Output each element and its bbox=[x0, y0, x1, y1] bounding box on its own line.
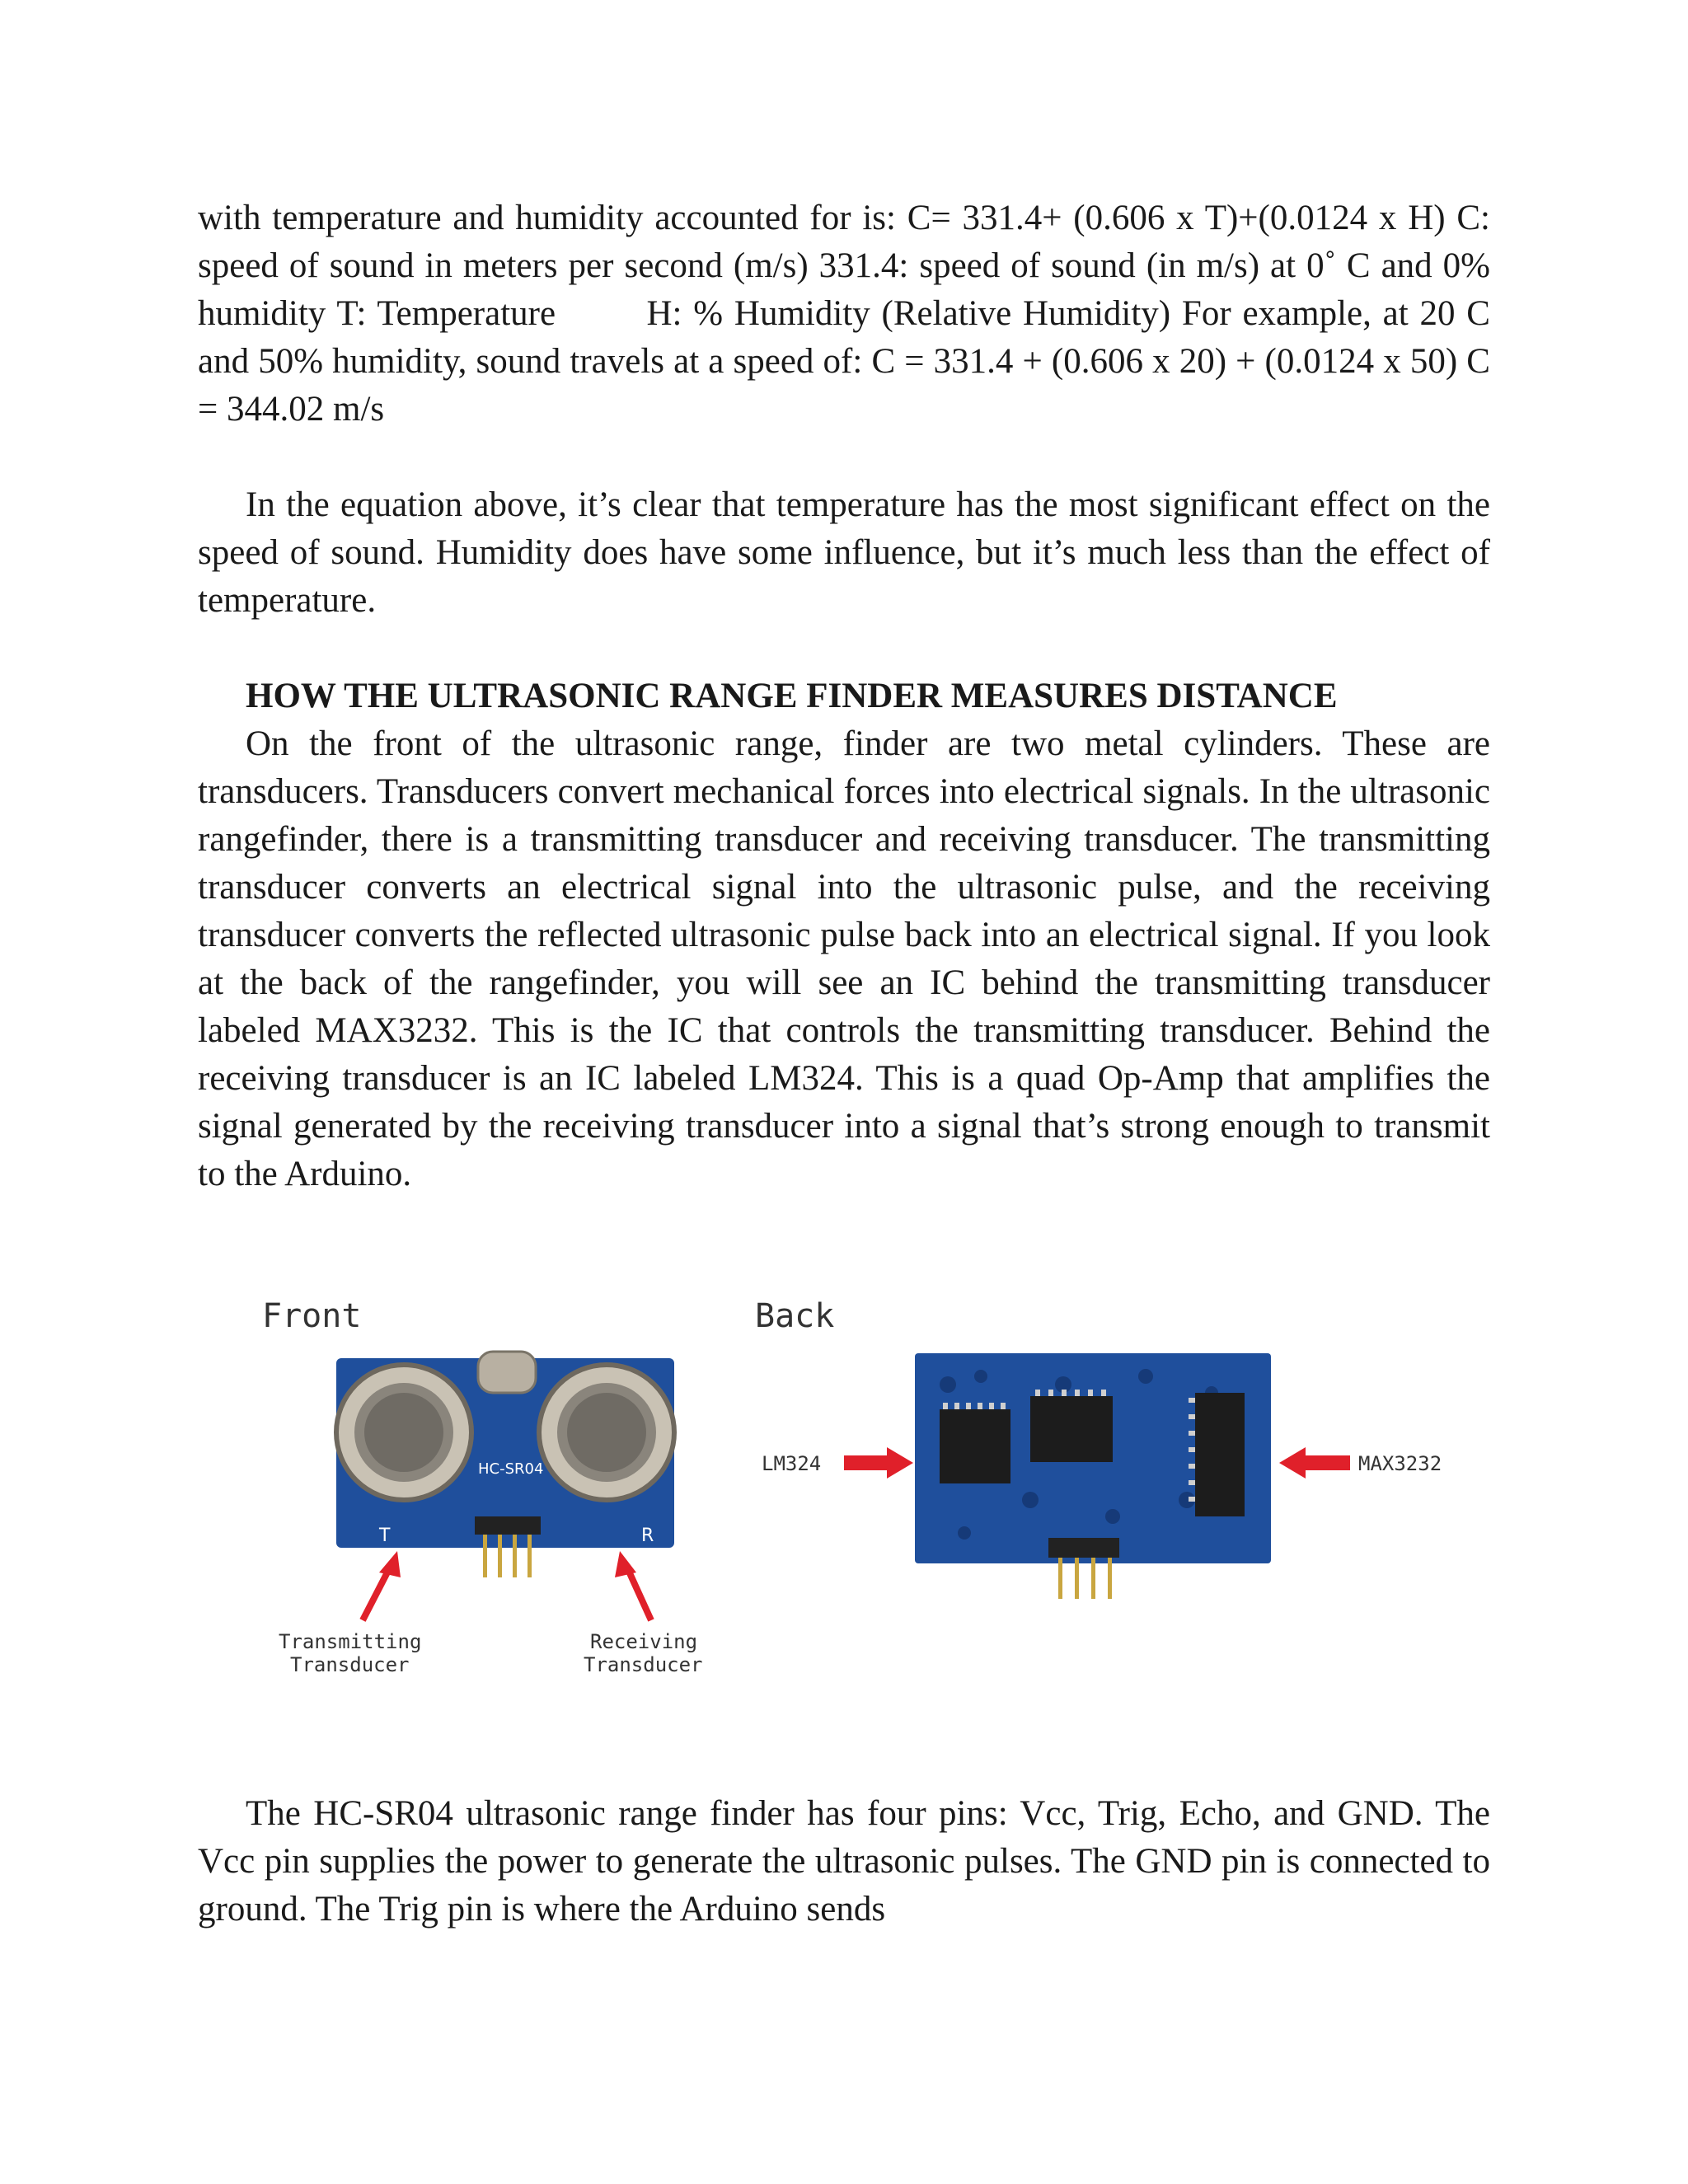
paragraph-pins: The HC-SR04 ultrasonic range finder has four pins: Vcc, Trig, Echo, and GND. The Vcc pin supplies the power to generate the ultrasonic pulses. The GND pin is connected to ground. The Trig pin is where the Arduino sends bbox=[198, 1794, 1490, 1929]
document-body-continued bbox=[198, 1790, 1490, 1933]
paragraph-speed-of-sound-formula: with temperature and humidity accounted for is: C= 331.4+ (0.606 x T)+(0.0124 x H) C: speed of sound in meters per second (m/s) 331.4: speed of sound (in m/s) at 0˚ C and 0% humidity T: Temperature H: % Humidity (Relative Humidity) For example, at 20 C and 50% humidity, sound travels at a speed of: C = 331.4 + (0.606 x 20) + (0.0124 x 50) C = 344.02 m/s bbox=[198, 199, 1490, 429]
module-label: HC-SR04 bbox=[478, 1460, 544, 1478]
back-label: Back bbox=[755, 1297, 835, 1335]
max3232-arrow bbox=[1279, 1447, 1350, 1479]
front-label: Front bbox=[262, 1297, 362, 1335]
back-header-pins bbox=[1058, 1558, 1112, 1599]
t-label: T bbox=[379, 1526, 391, 1546]
r-label: R bbox=[641, 1526, 654, 1546]
document-body bbox=[198, 194, 1490, 1198]
rangefinder-figure bbox=[239, 1294, 1492, 1690]
max3232-label: MAX3232 bbox=[1358, 1452, 1442, 1475]
lm324-chip bbox=[940, 1409, 1010, 1483]
paragraph-temperature-effect: In the equation above, it’s clear that temperature has the most significant effect on the speed of sound. Humidity does have some influence, but it’s much less than the effect of temperature. bbox=[198, 485, 1490, 620]
center-chip bbox=[1030, 1396, 1113, 1462]
lm324-label: LM324 bbox=[762, 1452, 822, 1475]
transmitting-arrow bbox=[363, 1551, 401, 1620]
crystal-oscillator bbox=[478, 1352, 536, 1393]
rangefinder-illustration bbox=[239, 1294, 1492, 1690]
section-heading: HOW THE ULTRASONIC RANGE FINDER MEASURES DISTANCE bbox=[246, 677, 1338, 715]
max3232-chip bbox=[1195, 1393, 1245, 1516]
receiving-label-line1: Receiving bbox=[590, 1630, 698, 1653]
transmitting-label-line2: Transducer bbox=[290, 1653, 410, 1676]
receiving-transducer bbox=[539, 1365, 674, 1500]
back-pin-header bbox=[1048, 1538, 1119, 1558]
transmitting-transducer bbox=[336, 1365, 471, 1500]
transmitting-label-line1: Transmitting bbox=[279, 1630, 422, 1653]
receiving-arrow bbox=[615, 1551, 651, 1620]
paragraph-transducers: On the front of the ultrasonic range, finder are two metal cylinders. These are transducers. Transducers convert mechanical forces into electrical signals. In the ultrasonic rangefinder, there is a transmitting transducer and receiving transducer. The transmitting transducer converts an electrical signal into the ultrasonic pulse, and the receiving transducer converts the reflected ultrasonic pulse back into an electrical signal. If you look at the back of the rangefinder, you will see an IC behind the transmitting transducer labeled MAX3232. This is the IC that controls the transmitting transducer. Behind the receiving transducer is an IC labeled LM324. This is a quad Op-Amp that amplifies the signal generated by the receiving transducer into a signal that’s strong enough to transmit to the Arduino. bbox=[198, 724, 1490, 1193]
lm324-arrow bbox=[844, 1447, 913, 1479]
pin-header bbox=[475, 1516, 541, 1535]
receiving-label-line2: Transducer bbox=[584, 1653, 703, 1676]
